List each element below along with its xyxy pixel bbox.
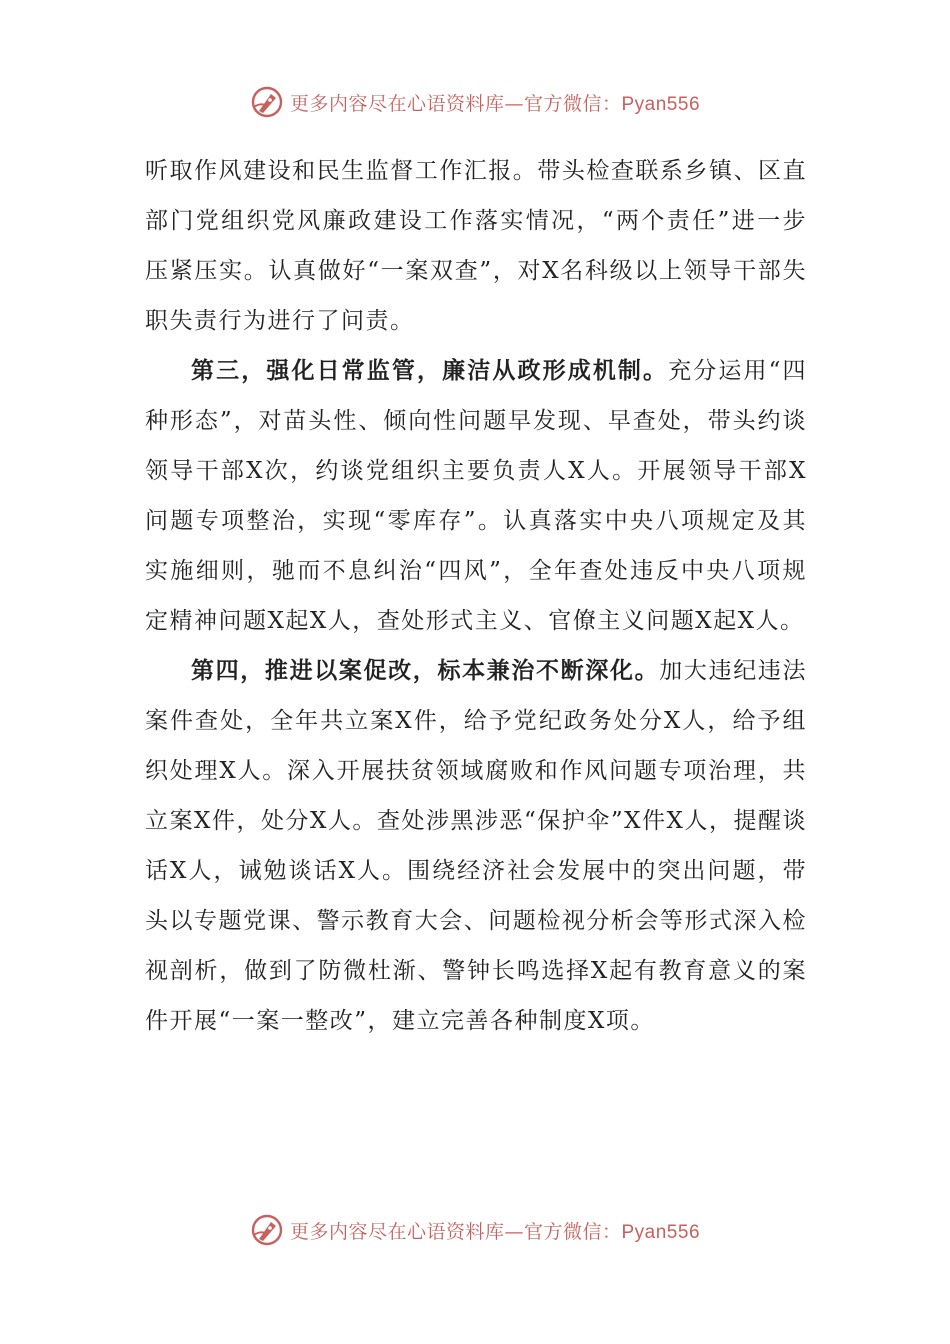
document-body — [145, 146, 807, 1046]
watermark-text: 更多内容尽在心语资料库—官方微信：Pyan556 — [289, 92, 701, 115]
pen-nib-logo-icon — [250, 1213, 284, 1247]
paragraph-1-body: 听取作风建设和民生监督工作汇报。带头检查联系乡镇、区直部门党组织党风廉政建设工作落实情况，“两个责任”进一步压紧压实。认真做好“一案双查”，对X名科级以上领导干部失职失责行为进行了问责。 — [145, 158, 807, 334]
pen-nib-logo-icon — [250, 85, 284, 119]
footer-watermark — [0, 1210, 950, 1250]
watermark-handle: Pyan556 — [621, 1221, 701, 1243]
watermark-text: 更多内容尽在心语资料库—官方微信：Pyan556 — [289, 1220, 701, 1243]
paragraph-3-body: 加大违纪违法案件查处，全年共立案X件，给予党纪政务处分X人，给予组织处理X人。深入开展扶贫领域腐败和作风问题专项治理，共立案X件，处分X人。查处涉黑涉恶“保护伞”X件X人，提醒谈话X人，诫勉谈话X人。围绕经济社会发展中的突出问题，带头以专题党课、警示教育大会、问题检视分析会等形式深入检视剖析，做到了防微杜渐、警钟长鸣选择X起有教育意义的案件开展“一案一整改”，建立完善各种制度X项。 — [145, 658, 808, 1034]
paragraph-3-heading: 第四，推进以案促改，标本兼治不断深化。 — [191, 658, 660, 684]
paragraph-3 — [145, 646, 807, 1046]
paragraph-2-heading: 第三，强化日常监管，廉洁从政形成机制。 — [191, 358, 669, 384]
paragraph-1 — [145, 146, 807, 346]
header-watermark — [0, 82, 950, 122]
paragraph-2-body: 充分运用“四种形态”，对苗头性、倾向性问题早发现、早查处，带头约谈领导干部X次，约谈党组织主要负责人X人。开展领导干部X问题专项整治，实现“零库存”。认真落实中央八项规定及其实施细则，驰而不息纠治“四风”，全年查处违反中央八项规定精神问题X起X人，查处形式主义、官僚主义问题X起X人。 — [145, 358, 808, 634]
watermark-handle: Pyan556 — [621, 93, 701, 115]
paragraph-2 — [145, 346, 807, 646]
